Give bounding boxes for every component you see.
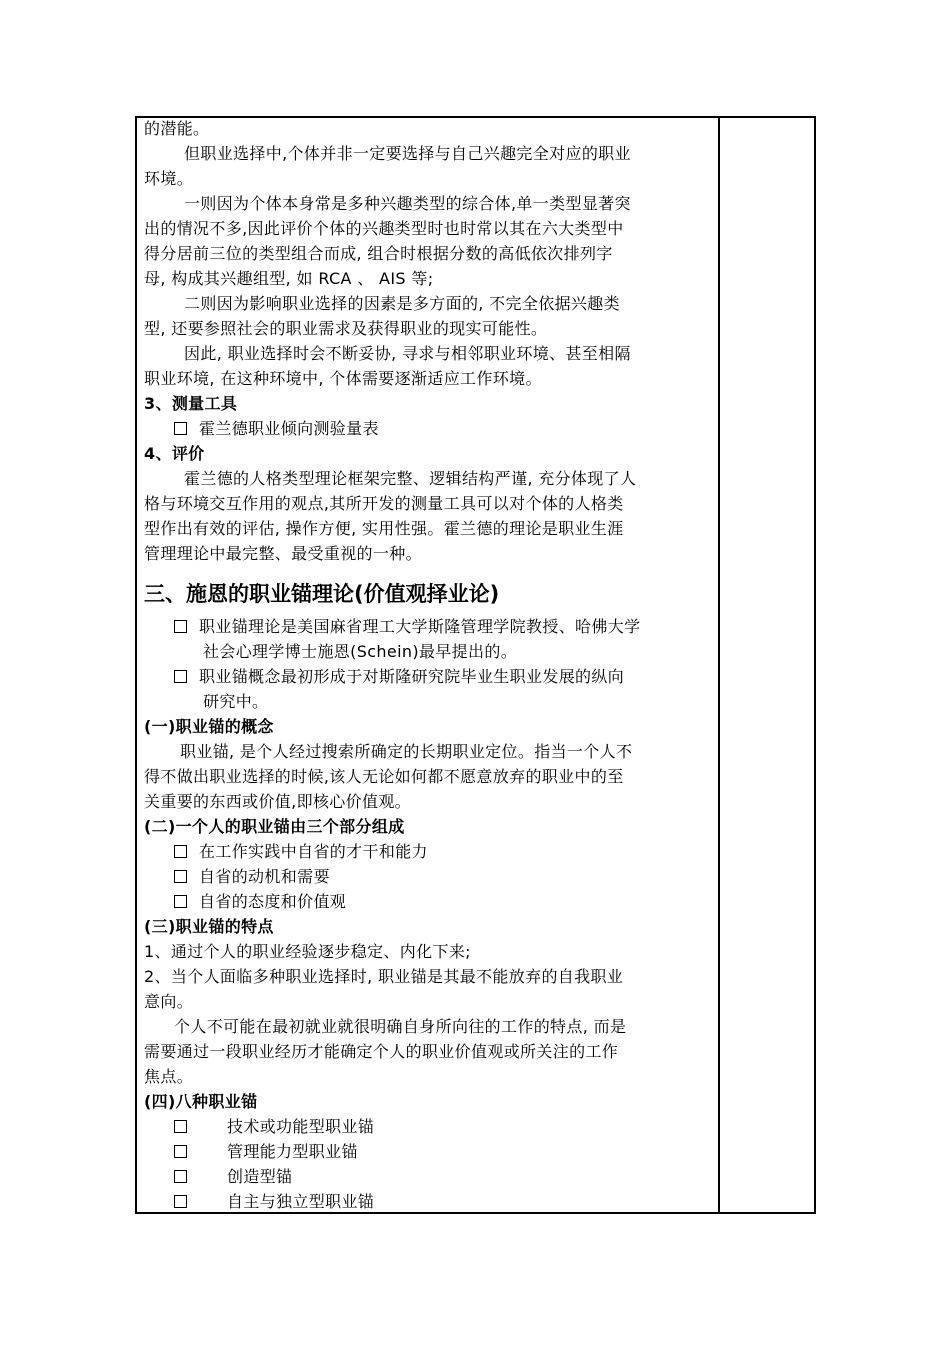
paragraph-line: 1、通过个人的职业经验逐步稳定、内化下来; — [144, 942, 471, 961]
component-item-label: 自省的态度和价值观 — [199, 892, 347, 911]
document-content — [144, 116, 714, 1214]
paragraph-line: 出的情况不多,因此评价个体的兴趣类型时也时常以其在六大类型中 — [144, 219, 624, 238]
paragraph-line: 因此, 职业选择时会不断妥协, 寻求与相邻职业环境、甚至相隔 — [184, 344, 631, 363]
subheading-components: (二)一个人的职业锚由三个部分组成 — [144, 817, 405, 836]
anchor-type-item — [144, 1139, 714, 1164]
paragraph-line: 需要通过一段职业经历才能确定个人的职业价值观或所关注的工作 — [144, 1042, 619, 1061]
anchor-type-item — [144, 1189, 714, 1214]
subheading-eight-anchors: (四)八种职业锚 — [144, 1092, 258, 1111]
paragraph-line: 焦点。 — [144, 1067, 194, 1086]
intro-item-line: 职业锚理论是美国麻省理工大学斯隆管理学院教授、哈佛大学 — [199, 617, 641, 636]
intro-item-continuation: 社会心理学博士施恩(Schein)最早提出的。 — [203, 642, 518, 661]
checkbox-icon — [174, 1145, 187, 1158]
checkbox-icon — [174, 670, 187, 683]
checkbox-icon — [174, 1170, 187, 1183]
component-item-label: 在工作实践中自省的才干和能力 — [199, 842, 428, 861]
intro-item-line: 职业锚概念最初形成于对斯隆研究院毕业生职业发展的纵向 — [199, 667, 625, 686]
anchor-type-item — [144, 1164, 714, 1189]
paragraph-line: 职业环境, 在这种环境中, 个体需要逐渐适应工作环境。 — [144, 369, 542, 388]
anchor-type-label: 创造型锚 — [227, 1167, 293, 1186]
subheading-characteristics: (三)职业锚的特点 — [144, 917, 274, 936]
intro-item — [144, 614, 714, 639]
table-column-divider — [718, 116, 720, 1214]
tool-item — [144, 416, 714, 441]
section-heading-schein: 三、施恩的职业锚理论(价值观择业论) — [144, 582, 500, 606]
paragraph-line: 职业锚, 是个人经过搜索所确定的长期职业定位。指当一个人不 — [180, 742, 633, 761]
paragraph-line: 格与环境交互作用的观点,其所开发的测量工具可以对个体的人格类 — [144, 494, 624, 513]
checkbox-icon — [174, 620, 187, 633]
heading-evaluation: 4、评价 — [144, 444, 205, 463]
paragraph-line: 管理理论中最完整、最受重视的一种。 — [144, 544, 422, 563]
tool-item-label: 霍兰德职业倾向测验量表 — [199, 419, 379, 438]
checkbox-icon — [174, 1195, 187, 1208]
anchor-type-label: 管理能力型职业锚 — [227, 1142, 358, 1161]
checkbox-icon — [174, 422, 187, 435]
paragraph-line: 个人不可能在最初就业就很明确自身所向往的工作的特点, 而是 — [174, 1017, 627, 1036]
paragraph-line: 的潜能。 — [144, 119, 210, 138]
checkbox-icon — [174, 870, 187, 883]
component-item — [144, 839, 714, 864]
subheading-concept: (一)职业锚的概念 — [144, 717, 274, 736]
checkbox-icon — [174, 895, 187, 908]
intro-item — [144, 664, 714, 689]
paragraph-line: 型, 还要参照社会的职业需求及获得职业的现实可能性。 — [144, 319, 548, 338]
checkbox-icon — [174, 1120, 187, 1133]
paragraph-line: 2、当个人面临多种职业选择时, 职业锚是其最不能放弃的自我职业 — [144, 967, 624, 986]
paragraph-line: 一则因为个体本身常是多种兴趣类型的综合体,单一类型显著突 — [184, 194, 631, 213]
anchor-type-label: 自主与独立型职业锚 — [227, 1192, 375, 1211]
anchor-type-item — [144, 1114, 714, 1139]
component-item — [144, 864, 714, 889]
anchor-type-label: 技术或功能型职业锚 — [227, 1117, 375, 1136]
intro-item-continuation: 研究中。 — [203, 692, 269, 711]
paragraph-line: 关重要的东西或价值,即核心价值观。 — [144, 792, 412, 811]
component-item-label: 自省的动机和需要 — [199, 867, 330, 886]
paragraph-line: 得不做出职业选择的时候,该人无论如何都不愿意放弃的职业中的至 — [144, 767, 624, 786]
heading-measurement-tools: 3、测量工具 — [144, 394, 238, 413]
checkbox-icon — [174, 845, 187, 858]
paragraph-line: 但职业选择中,个体并非一定要选择与自己兴趣完全对应的职业 — [184, 144, 631, 163]
paragraph-line: 型作出有效的评估, 操作方便, 实用性强。霍兰德的理论是职业生涯 — [144, 519, 624, 538]
paragraph-line: 意向。 — [144, 992, 194, 1011]
paragraph-line: 霍兰德的人格类型理论框架完整、逻辑结构严谨, 充分体现了人 — [184, 469, 637, 488]
paragraph-line: 二则因为影响职业选择的因素是多方面的, 不完全依据兴趣类 — [184, 294, 620, 313]
paragraph-line: 母, 构成其兴趣组型, 如 RCA 、 AIS 等; — [144, 269, 434, 288]
paragraph-line: 环境。 — [144, 169, 194, 188]
component-item — [144, 889, 714, 914]
paragraph-line: 得分居前三位的类型组合而成, 组合时根据分数的高低依次排列字 — [144, 244, 613, 263]
